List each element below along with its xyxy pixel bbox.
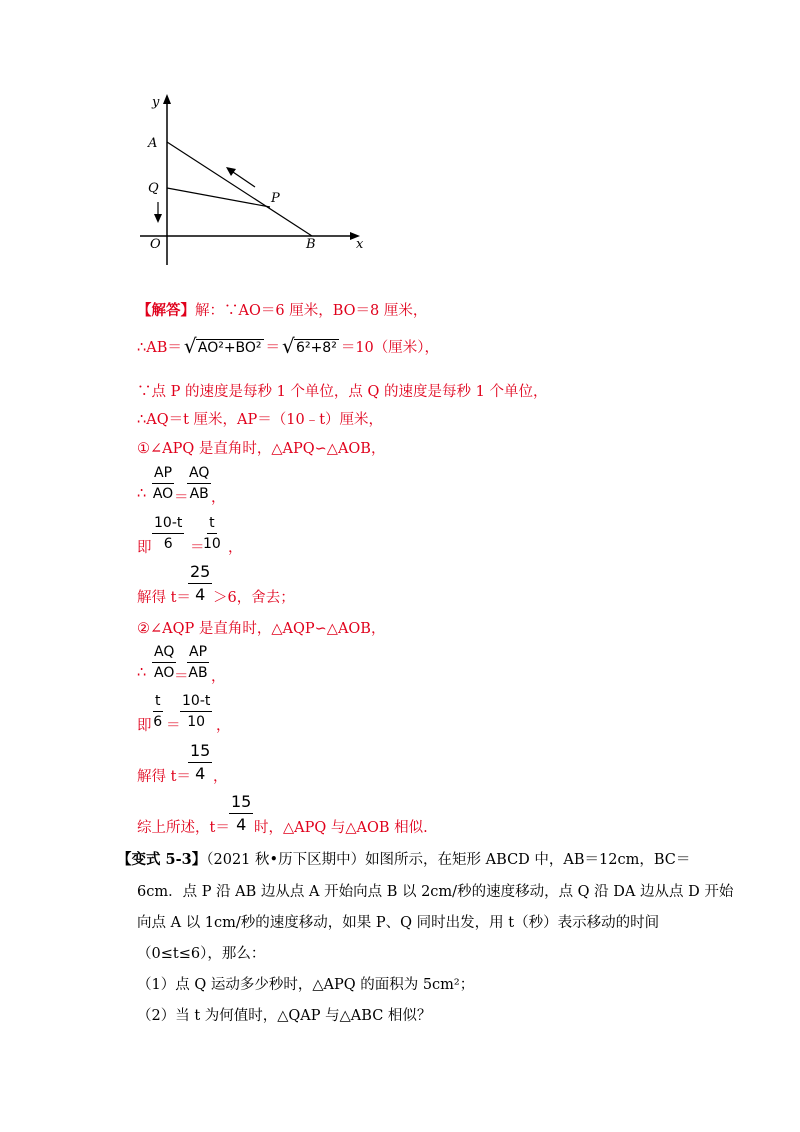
ab-prefix: ∴AB＝	[137, 340, 182, 356]
case2-solve-frac: $\frac{15}{4}$	[190, 741, 211, 783]
case1-frac-ap-ao: $\frac{AP}{AO}$	[152, 465, 174, 502]
case2-solve-prefix: 解得 t＝	[137, 769, 191, 785]
case2-frac-ap-ab: $\frac{AP}{AB}$	[188, 644, 208, 681]
case1-frac-10t-6: $\frac{10-t}{6}$	[154, 515, 183, 552]
case2-frac-t-6: $\frac{t}{6}$	[153, 693, 163, 730]
y-axis-arrow	[163, 94, 171, 104]
solution-text-1: 解：∵AO＝6 厘米，BO＝8 厘米，	[195, 303, 428, 319]
solution-line-2	[137, 336, 439, 357]
solution-line-3: ∵点 P 的速度是每秒 1 个单位，点 Q 的速度是每秒 1 个单位，	[137, 384, 548, 400]
case1-therefore: ∴	[137, 486, 147, 502]
direction-arrowhead-p	[226, 167, 236, 176]
sqrt-2: √ 6²+8²	[282, 334, 337, 358]
label-q: Q	[148, 181, 159, 196]
problem-line-3: 向点 A 以 1cm/秒的速度移动，如果 P、Q 同时出发，用 t（秒）表示移动的时间	[137, 915, 660, 931]
direction-arrowhead-q	[154, 214, 162, 223]
label-a: A	[148, 136, 158, 151]
radicand-2: 6²+8²	[296, 340, 337, 356]
case-1-heading: ①∠APQ 是直角时，△APQ∽△AOB，	[137, 441, 386, 457]
case1-solve-frac: $\frac{25}{4}$	[190, 562, 211, 604]
problem-line-4: （0≤t≤6），那么：	[137, 946, 266, 962]
problem-line-1	[117, 848, 690, 869]
label-b: B	[306, 237, 316, 252]
case2-ji: 即	[137, 718, 152, 734]
case2-eq2-suffix: ，	[216, 718, 231, 734]
case2-frac-aq-ao: $\frac{AQ}{AO}$	[154, 644, 175, 681]
problem-line-2: 6cm．点 P 沿 AB 边从点 A 开始向点 B 以 2cm/秒的速度移动，点 Q 沿 DA 边从点 D 开始	[137, 884, 734, 900]
segment-qp	[167, 188, 270, 207]
case2-eq2-sign: ＝	[166, 718, 181, 734]
case1-eq2-sign: ＝	[190, 540, 205, 556]
case1-solve-suffix: ＞6，舍去；	[213, 590, 295, 606]
segment-ab	[167, 142, 312, 236]
coordinate-diagram	[130, 90, 380, 270]
summary-prefix: 综上所述，t＝	[137, 820, 230, 836]
summary-frac: $\frac{15}{4}$	[231, 792, 252, 834]
question-2: （2）当 t 为何值时，△QAP 与△ABC 相似？	[137, 1008, 432, 1024]
case1-eq2-suffix: ，	[228, 540, 243, 556]
case-2-heading: ②∠AQP 是直角时，△AQP∽△AOB，	[137, 621, 386, 637]
case2-frac-10t-10: $\frac{10-t}{10}$	[182, 693, 211, 730]
label-y: y	[152, 95, 160, 110]
case2-eq-suffix: ，	[211, 669, 226, 685]
case2-therefore: ∴	[137, 665, 147, 681]
case1-eq-sign: ＝	[174, 490, 189, 506]
answer-header: 【解答】	[137, 302, 195, 319]
case2-solve-suffix: ，	[213, 769, 228, 785]
question-1: （1）点 Q 运动多少秒时，△APQ 的面积为 5cm²；	[137, 977, 475, 993]
label-o: O	[150, 237, 161, 252]
direction-arrow-p	[230, 170, 255, 187]
case1-ji: 即	[137, 540, 152, 556]
problem-text-1: （2021 秋•历下区期中）如图所示，在矩形 ABCD 中，AB＝12cm，BC＝	[206, 852, 691, 868]
problem-tag: 【变式 5-3】	[117, 851, 207, 868]
case1-eq-suffix: ，	[211, 490, 226, 506]
ab-mid: ＝	[265, 340, 281, 356]
case2-eq-sign: ＝	[174, 669, 189, 685]
solution-line-4: ∴AQ＝t 厘米，AP＝（10﹣t）厘米，	[137, 412, 384, 428]
ab-suffix: ＝10（厘米），	[340, 340, 440, 356]
label-p: P	[271, 191, 280, 206]
case1-solve-prefix: 解得 t＝	[137, 590, 191, 606]
label-x: x	[356, 237, 364, 252]
summary-suffix: 时，△APQ 与△AOB 相似.	[254, 820, 428, 836]
sqrt-1: √ AO²+BO²	[183, 334, 262, 358]
radicand-1: AO²+BO²	[197, 340, 262, 356]
solution-line-1	[137, 299, 427, 320]
case1-frac-t-10: $\frac{t}{10}$	[203, 515, 221, 552]
case1-frac-aq-ab: $\frac{AQ}{AB}$	[189, 465, 210, 502]
